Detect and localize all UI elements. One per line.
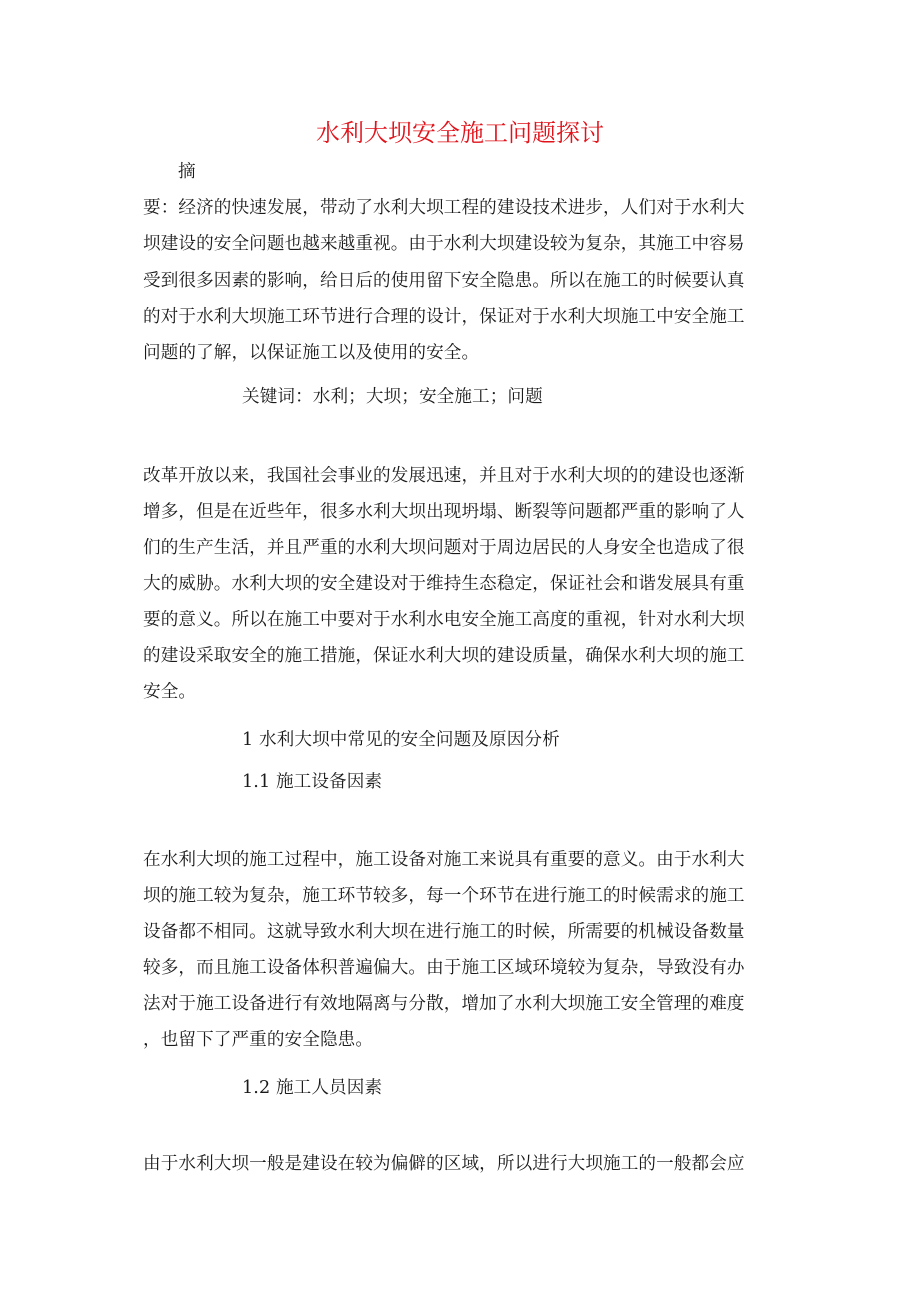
intro-line: 们的生产生活，并且严重的水利大坝问题对于周边居民的人身安全也造成了很 [143, 538, 745, 558]
abstract-line: 要：经济的快速发展，带动了水利大坝工程的建设技术进步，人们对于水利大 [143, 198, 745, 218]
intro-line: 大的威胁。水利大坝的安全建设对于维持生态稳定，保证社会和谐发展具有重 [143, 574, 745, 594]
body-line: 较多，而且施工设备体积普遍偏大。由于施工区域环境较为复杂，导致没有办 [143, 958, 745, 978]
body-line: ，也留下了严重的安全隐患。 [143, 1030, 374, 1050]
keywords: 关键词：水利；大坝；安全施工；问题 [242, 387, 543, 407]
abstract-line: 问题的了解，以保证施工以及使用的安全。 [143, 343, 480, 363]
intro-line: 安全。 [143, 682, 197, 702]
abstract-line: 的对于水利大坝施工环节进行合理的设计，保证对于水利大坝施工中安全施工 [143, 307, 745, 327]
intro-line: 的建设采取安全的施工措施，保证水利大坝的建设质量，确保水利大坝的施工 [143, 646, 745, 666]
abstract-line: 坝建设的安全问题也越来越重视。由于水利大坝建设较为复杂，其施工中容易 [143, 234, 745, 254]
intro-line: 增多，但是在近些年，很多水利大坝出现坍塌、断裂等问题都严重的影响了人 [143, 502, 745, 522]
intro-line: 改革开放以来，我国社会事业的发展迅速，并且对于水利大坝的的建设也逐渐 [143, 466, 745, 486]
body-line: 在水利大坝的施工过程中，施工设备对施工来说具有重要的意义。由于水利大 [143, 850, 745, 870]
subsection-heading: 1.1 施工设备因素 [242, 772, 383, 792]
section-heading: 1 水利大坝中常见的安全问题及原因分析 [242, 730, 560, 750]
body-line: 由于水利大坝一般是建设在较为偏僻的区域，所以进行大坝施工的一般都会应 [143, 1154, 745, 1174]
intro-line: 要的意义。所以在施工中要对于水利水电安全施工高度的重视，针对水利大坝 [143, 610, 745, 630]
body-line: 法对于施工设备进行有效地隔离与分散，增加了水利大坝施工安全管理的难度 [143, 994, 745, 1014]
body-line: 设备都不相同。这就导致水利大坝在进行施工的时候，所需要的机械设备数量 [143, 922, 745, 942]
body-line: 坝的施工较为复杂，施工环节较多，每一个环节在进行施工的时候需求的施工 [143, 886, 745, 906]
abstract-label: 摘 [178, 162, 196, 182]
subsection-heading: 1.2 施工人员因素 [242, 1078, 383, 1098]
abstract-line: 受到很多因素的影响，给日后的使用留下安全隐患。所以在施工的时候要认真 [143, 271, 745, 291]
document-title: 水利大坝安全施工问题探讨 [316, 119, 604, 147]
